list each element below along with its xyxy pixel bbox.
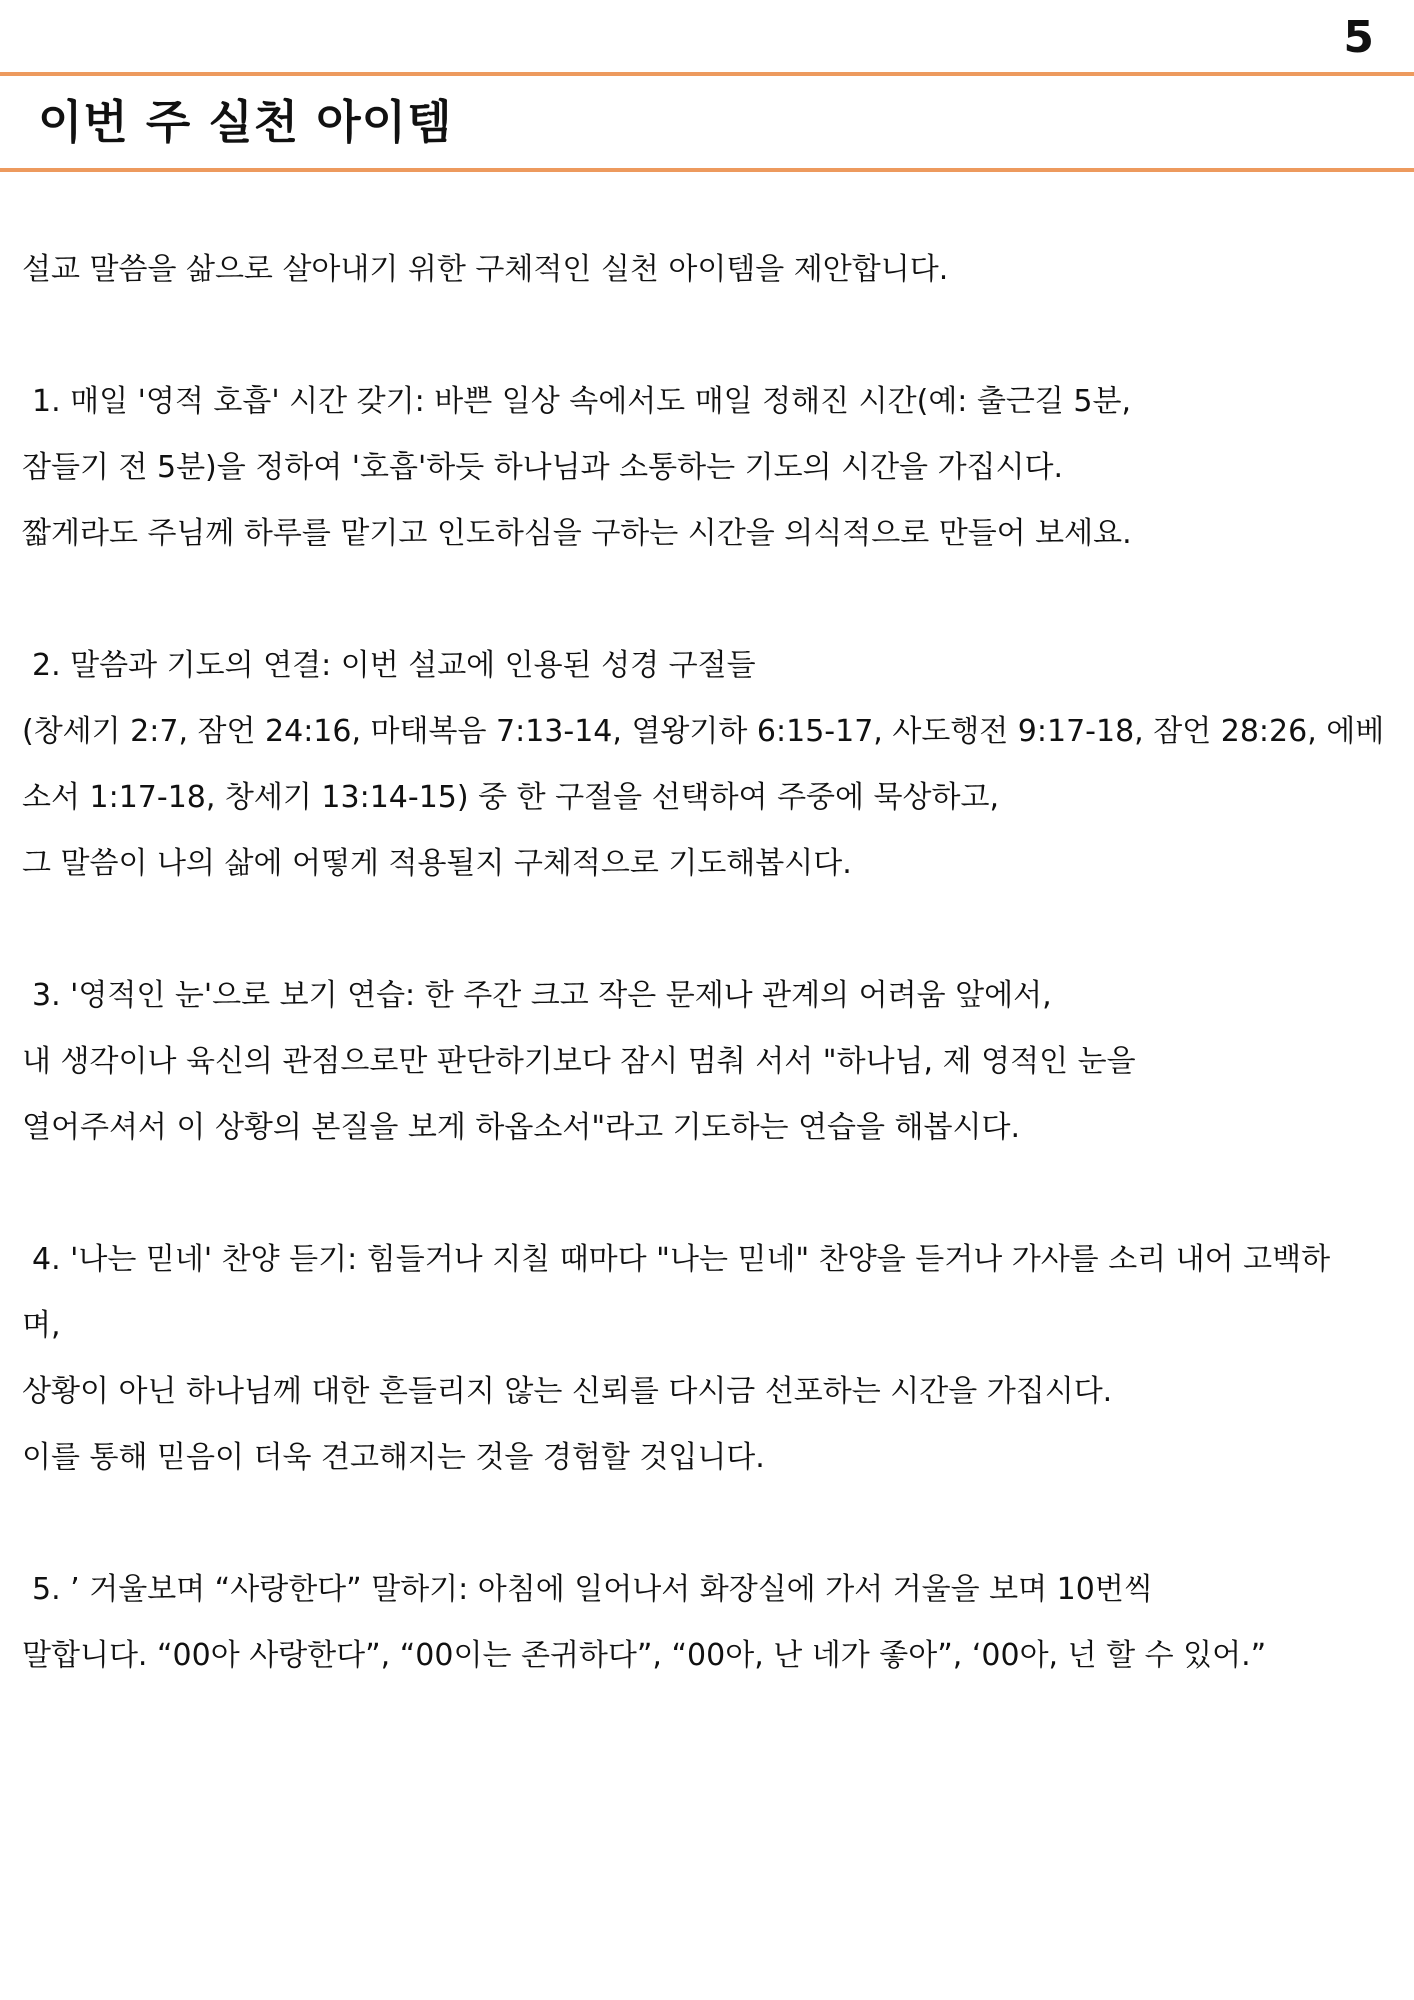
item-line: 3. '영적인 눈'으로 보기 연습: 한 주간 크고 작은 문제나 관계의 어려움 앞에서, xyxy=(32,978,1052,1013)
item-line: 5. ’ 거울보며 “사랑한다” 말하기: 아침에 일어나서 화장실에 가서 거울을 보며 10번씩 xyxy=(32,1572,1153,1607)
item-line: 2. 말씀과 기도의 연결: 이번 설교에 인용된 성경 구절들 xyxy=(32,648,756,683)
item-line: 이를 통해 믿음이 더욱 견고해지는 것을 경험할 것입니다. xyxy=(22,1440,765,1475)
practice-item-2 xyxy=(22,633,1394,897)
practice-item-1 xyxy=(22,369,1394,567)
page-title: 이번 주 실천 아이템 xyxy=(38,95,453,149)
item-line: 내 생각이나 육신의 관점으로만 판단하기보다 잠시 멈춰 서서 "하나님, 제 영적인 눈을 xyxy=(22,1044,1136,1079)
item-line: 며, xyxy=(22,1308,61,1343)
item-line: 4. '나는 믿네' 찬양 듣기: 힘들거나 지칠 때마다 "나는 믿네" 찬양을 듣거나 가사를 소리 내어 고백하 xyxy=(32,1242,1331,1277)
item-line: 그 말씀이 나의 삶에 어떻게 적용될지 구체적으로 기도해봅시다. xyxy=(22,846,852,881)
intro-paragraph: 설교 말씀을 삶으로 살아내기 위한 구체적인 실천 아이템을 제안합니다. xyxy=(22,252,949,287)
item-line: (창세기 2:7, 잠언 24:16, 마태복음 7:13-14, 열왕기하 6:15-17, 사도행전 9:17-18, 잠언 28:26, 에베 xyxy=(22,714,1385,749)
item-line: 1. 매일 '영적 호흡' 시간 갖기: 바쁜 일상 속에서도 매일 정해진 시간(예: 출근길 5분, xyxy=(32,384,1132,419)
document-body xyxy=(22,237,1394,1755)
header-top-rule xyxy=(0,72,1414,76)
item-line: 짧게라도 주님께 하루를 맡기고 인도하심을 구하는 시간을 의식적으로 만들어 보세요. xyxy=(22,516,1132,551)
practice-item-4 xyxy=(22,1227,1394,1491)
item-line: 열어주셔서 이 상황의 본질을 보게 하옵소서"라고 기도하는 연습을 해봅시다. xyxy=(22,1110,1021,1145)
header-bottom-rule xyxy=(0,168,1414,172)
item-line: 상황이 아닌 하나님께 대한 흔들리지 않는 신뢰를 다시금 선포하는 시간을 가집시다. xyxy=(22,1374,1113,1409)
page-number: 5 xyxy=(1343,12,1374,63)
item-line: 소서 1:17-18, 창세기 13:14-15) 중 한 구절을 선택하여 주중에 묵상하고, xyxy=(22,780,1000,815)
practice-item-5 xyxy=(22,1557,1394,1689)
item-line: 잠들기 전 5분)을 정하여 '호흡'하듯 하나님과 소통하는 기도의 시간을 가집시다. xyxy=(22,450,1064,485)
item-line: 말합니다. “00아 사랑한다”, “00이는 존귀하다”, “00아, 난 네가 좋아”, ‘00아, 넌 할 수 있어.” xyxy=(22,1638,1267,1673)
practice-item-3 xyxy=(22,963,1394,1161)
